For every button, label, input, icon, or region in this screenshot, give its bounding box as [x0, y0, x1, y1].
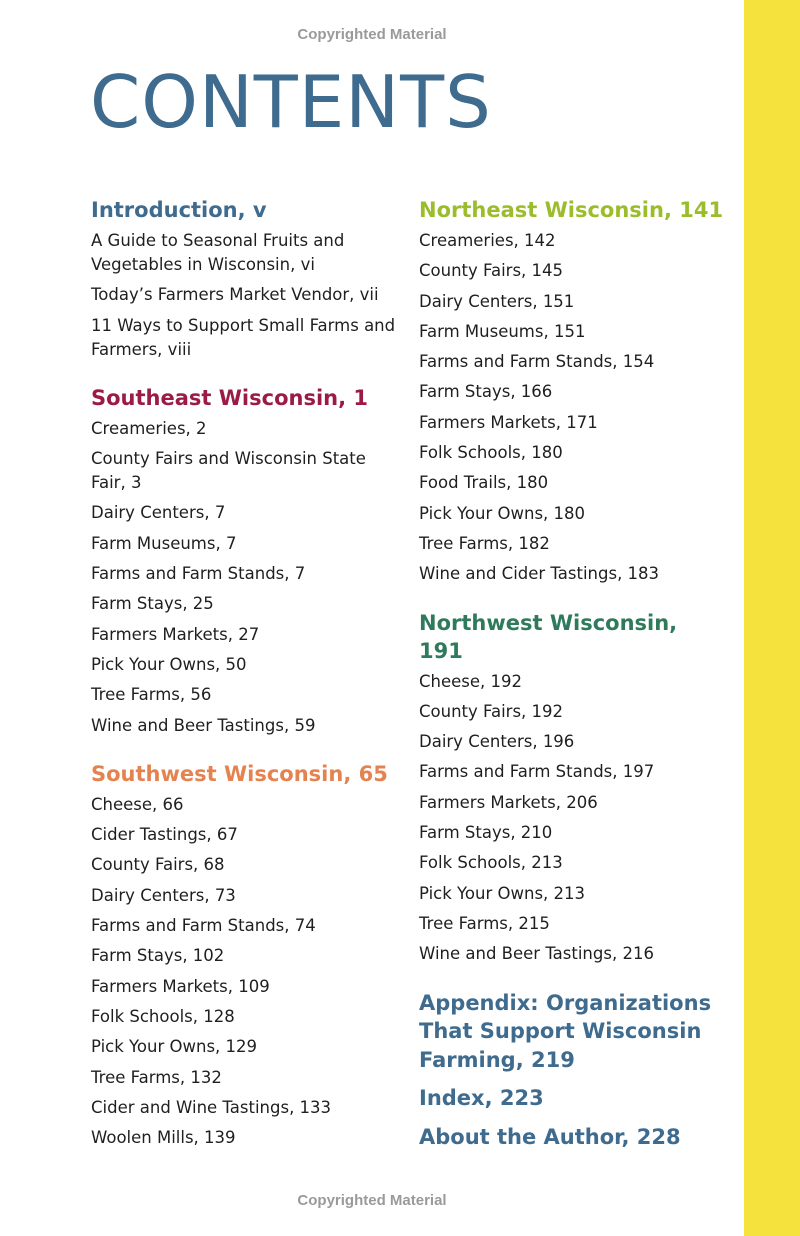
toc-entry[interactable]: 11 Ways to Support Small Farms and Farmers, viii [91, 315, 396, 359]
toc-entry[interactable]: Cheese, 192 [419, 671, 523, 691]
section-southwest [91, 760, 396, 1150]
section-heading-index[interactable]: Index, 223 [419, 1086, 544, 1111]
toc-entry[interactable]: Wine and Cider Tastings, 183 [419, 564, 660, 584]
toc-entry[interactable]: Tree Farms, 56 [91, 685, 212, 705]
section-heading-southwest[interactable]: Southwest Wisconsin, 65 [91, 761, 388, 786]
entry-list [91, 229, 396, 362]
toc-entry[interactable]: Farm Museums, 7 [91, 533, 237, 553]
toc-entry[interactable]: Creameries, 142 [419, 231, 556, 250]
toc-entry[interactable]: Cheese, 66 [91, 794, 184, 814]
toc-entry[interactable]: Today’s Farmers Market Vendor, vii [91, 285, 379, 305]
section-northwest [419, 609, 724, 967]
section-heading-northeast[interactable]: Northeast Wisconsin, 141 [419, 198, 724, 222]
toc-entry[interactable]: County Fairs, 192 [419, 701, 564, 721]
toc-left-column [91, 196, 396, 1156]
toc-entry[interactable]: Wine and Beer Tastings, 216 [419, 944, 654, 964]
toc-entry[interactable]: Farm Stays, 25 [91, 594, 214, 614]
toc-entry[interactable]: Pick Your Owns, 129 [91, 1037, 258, 1057]
toc-entry[interactable]: Farmers Markets, 171 [419, 412, 598, 432]
toc-entry[interactable]: Pick Your Owns, 180 [419, 503, 586, 523]
section-introduction [91, 196, 396, 362]
toc-entry[interactable]: Tree Farms, 132 [91, 1067, 222, 1087]
toc-entry[interactable]: Farm Stays, 210 [419, 823, 553, 843]
toc-right-column [419, 196, 724, 1161]
toc-entry[interactable]: County Fairs, 68 [91, 855, 225, 875]
entry-list [91, 417, 396, 738]
toc-entry[interactable]: Farms and Farm Stands, 197 [419, 762, 655, 782]
entry-list [419, 229, 724, 586]
toc-entry[interactable]: Farmers Markets, 206 [419, 792, 598, 812]
entry-list [419, 670, 724, 967]
section-heading-introduction[interactable]: Introduction, v [91, 198, 267, 222]
toc-entry[interactable]: Wine and Beer Tastings, 59 [91, 715, 316, 735]
copyright-notice-bottom: Copyrighted Material [297, 1192, 447, 1209]
toc-entry[interactable]: Dairy Centers, 7 [91, 503, 226, 523]
toc-entry[interactable]: Farms and Farm Stands, 74 [91, 916, 316, 936]
section-heading-southeast[interactable]: Southeast Wisconsin, 1 [91, 385, 368, 410]
toc-entry[interactable]: County Fairs and Wisconsin State Fair, 3 [91, 449, 366, 493]
toc-entry[interactable]: Tree Farms, 182 [419, 533, 550, 553]
section-heading-northwest[interactable]: Northwest Wisconsin, 191 [419, 610, 678, 663]
toc-entry[interactable]: A Guide to Seasonal Fruits and Vegetables in Wisconsin, vi [91, 231, 345, 274]
toc-entry[interactable]: Farm Stays, 166 [419, 382, 553, 402]
toc-entry[interactable]: Farmers Markets, 27 [91, 624, 260, 644]
toc-entry[interactable]: Farms and Farm Stands, 7 [91, 564, 306, 584]
entry-list [91, 793, 396, 1150]
toc-entry[interactable]: Dairy Centers, 196 [419, 732, 575, 752]
toc-entry[interactable]: Farmers Markets, 109 [91, 976, 270, 996]
yellow-edge-band [744, 0, 800, 1236]
section-heading-about-author[interactable]: About the Author, 228 [419, 1124, 681, 1149]
toc-entry[interactable]: County Fairs, 145 [419, 261, 564, 281]
toc-entry[interactable]: Folk Schools, 213 [419, 853, 563, 873]
section-northeast [419, 196, 724, 586]
toc-entry[interactable]: Farm Stays, 102 [91, 946, 225, 966]
toc-entry[interactable]: Food Trails, 180 [419, 473, 549, 493]
toc-entry[interactable]: Woolen Mills, 139 [91, 1128, 236, 1148]
toc-entry[interactable]: Dairy Centers, 151 [419, 291, 575, 311]
section-southeast [91, 384, 396, 738]
toc-entry[interactable]: Folk Schools, 180 [419, 443, 563, 463]
toc-entry[interactable]: Pick Your Owns, 50 [91, 654, 247, 674]
toc-entry[interactable]: Cider Tastings, 67 [91, 825, 238, 845]
toc-entry[interactable]: Tree Farms, 215 [419, 913, 550, 933]
toc-entry[interactable]: Creameries, 2 [91, 418, 207, 438]
section-heading-appendix[interactable]: Appendix: Organizations That Support Wisconsin Farming, 219 [419, 990, 712, 1072]
toc-entry[interactable]: Pick Your Owns, 213 [419, 883, 586, 903]
toc-entry[interactable]: Folk Schools, 128 [91, 1006, 235, 1026]
toc-entry[interactable]: Farm Museums, 151 [419, 321, 586, 341]
page-title: CONTENTS [90, 60, 492, 144]
toc-entry[interactable]: Farms and Farm Stands, 154 [419, 352, 655, 372]
toc-entry[interactable]: Dairy Centers, 73 [91, 885, 236, 905]
toc-entry[interactable]: Cider and Wine Tastings, 133 [91, 1097, 332, 1117]
copyright-notice-top: Copyrighted Material [297, 26, 447, 43]
